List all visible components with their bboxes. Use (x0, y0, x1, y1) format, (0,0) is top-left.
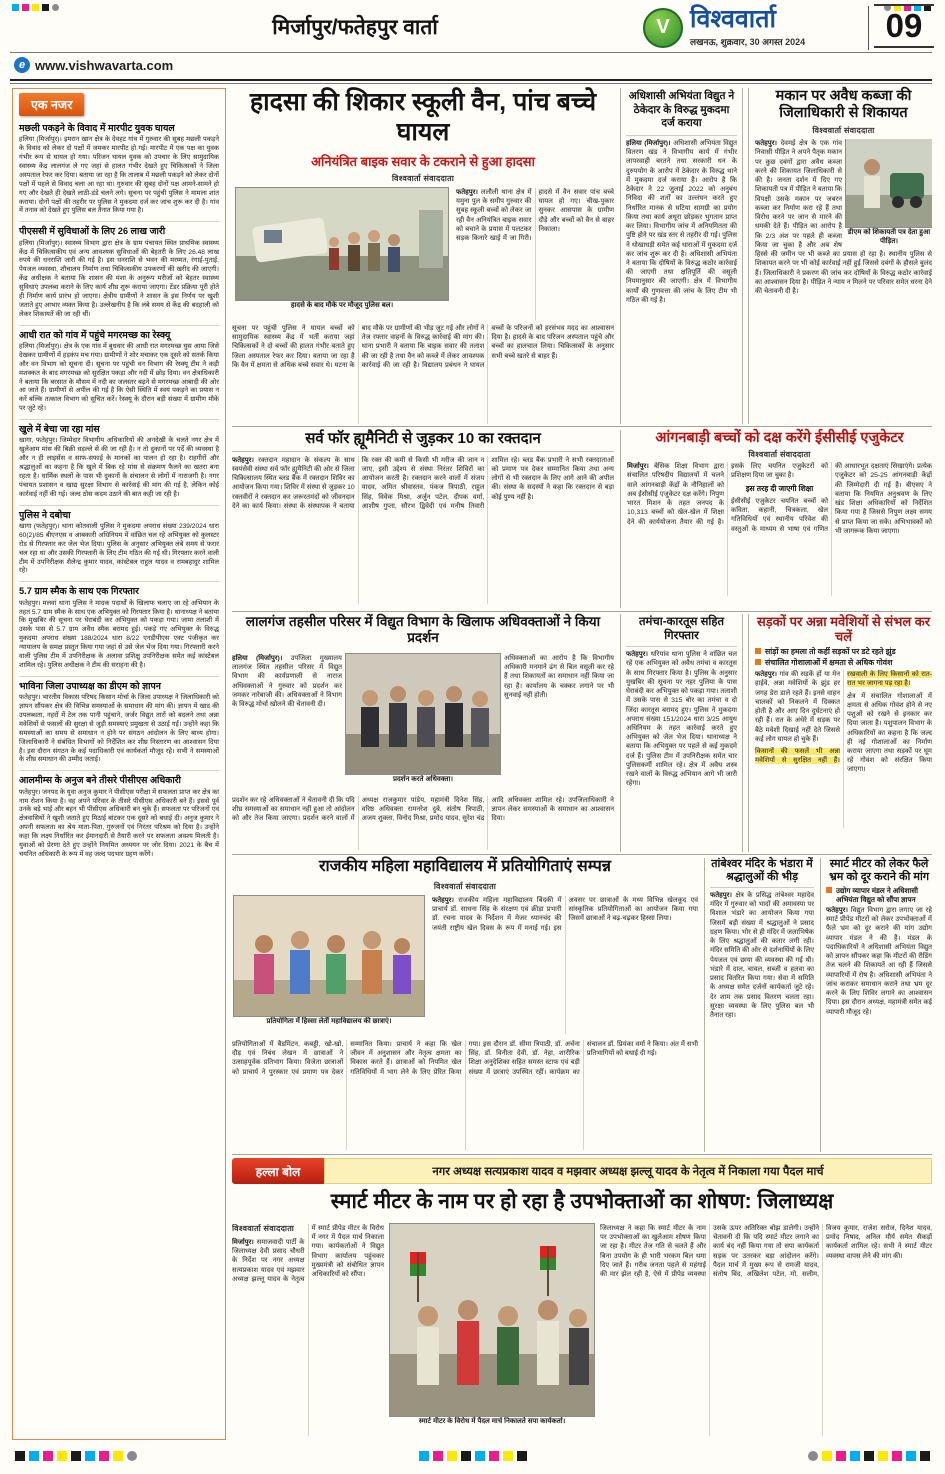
article-body (755, 139, 932, 419)
halla-bol-text: नगर अध्यक्ष सत्यप्रकाश यादव व मझवार अध्यक्ष झल्लू यादव के नेतृत्व में निकाला गया पैदल मार्च (324, 1158, 932, 1184)
article-body (626, 650, 737, 850)
article-subtitle: अनियंत्रित बाइक सवार के टकराने से हुआ हादसा (311, 154, 535, 169)
article-body (504, 654, 614, 792)
article-text: अधिशासी अभियंता विद्युत वितरण खंड ने विभागीय कार्य में गंभीर लापरवाही बरतने तथा सरकारी धन के दुरुपयोग के आरोप में ठेकेदार के विरुद्ध थाने में मुकदमा दर्ज कराया है। आरोप है कि ठेकेदार ने 22 जुलाई 2022 को अनुबंध निविदा की शर्तों का उल्लंघन करते हुए निर्धारित मानक से घटिया सामग्री का प्रयोग किया तथा कार्य अधूरा छोड़कर भुगतान प्राप्त कर लिया। विभागीय जांच में अनियमितता की पुष्टि होने पर खंड स्तर से तहरीर दी गई। पुलिस ने धोखाधड़ी समेत कई धाराओं में मुकदमा दर्ज कर जांच शुरू कर दी है। अधिशासी अभियंता ने बताया कि दोषियों के विरुद्ध कठोर कार्रवाई की जाएगी तथा क्षतिपूर्ति की वसूली नियमानुसार की जाएगी। क्षेत्र में विभागीय कार्यों की गुणवत्ता की जांच के लिए टीम भी गठित की गई है। (626, 139, 737, 304)
dateline: फतेहपुर। (755, 671, 777, 679)
news-brief (19, 326, 219, 420)
logo-letter: V (656, 16, 670, 38)
photo-caption: प्रतियोगिता में हिस्सा लेतीं महाविद्यालय की छात्राएं। (266, 1018, 392, 1025)
article-meter-exploitation (232, 1190, 932, 1440)
article-headline: तमंचा-कारतूस सहित गिरफ्तार (626, 614, 737, 647)
article-college (232, 858, 698, 1152)
web-logo: e (14, 57, 30, 73)
separator (232, 426, 932, 427)
byline: विश्ववार्ता संवाददाता (748, 450, 811, 460)
masthead-rule-thin (10, 83, 932, 84)
dateline: फतेहपुर। (432, 897, 454, 904)
page-number: 09 (885, 7, 923, 44)
section-title: मिर्जापुर/फतेहपुर वार्ता (272, 16, 438, 39)
article-headline: अधिशासी अभियंता विद्युत ने ठेकेदार के विरुद्ध मुकदमा दर्ज कराया (626, 88, 737, 136)
article-headline: हादसा की शिकार स्कूली वैन, पांच बच्चे घायल (249, 88, 597, 146)
article-body (232, 324, 614, 424)
bullet-point (826, 886, 932, 904)
print-color-bar (15, 1450, 930, 1461)
byline: विश्ववार्ता संवाददाता (232, 1224, 295, 1233)
article-text: प्रतियोगिताओं में बैडमिंटन, कबड्डी, खो-खो, दौड़ एवं निबंध लेखन में छात्राओं ने उत्साहपूर्वक प्रतिभाग किया। विजेता छात्राओं को प्राचार्य ने पुरस्कार एवं प्रमाण पत्र देकर सम्मानित किया। प्राचार्य ने कहा कि खेल जीवन में अनुशासन और नेतृत्व क्षमता का विकास करते हैं। छात्राओं को नियमित खेल गतिविधियों में भाग लेने के लिए प्रेरित किया गया। इस दौरान डॉ. सीमा त्रिपाठी, डॉ. अर्चना सिंह, डॉ. विनीता देवी, डॉ. नेहा, शारीरिक शिक्षा अनुदेशिका सहित समस्त स्टाफ एवं बड़ी संख्या में छात्राएं उपस्थित रहीं। कार्यक्रम का संचालन डॉ. प्रियंका वर्मा ने किया। अंत में सभी प्रतिभागियों को बधाई दी गई। (232, 1041, 698, 1076)
separator (232, 611, 932, 612)
news-brief (19, 771, 219, 864)
bullet-point (755, 658, 932, 668)
article-lalganj-protest (232, 614, 614, 852)
accident-photo (236, 188, 448, 300)
article-blood-donation (232, 430, 614, 608)
dateline: फतेहपुर। (232, 456, 254, 464)
ek-nazar-column (12, 88, 226, 1440)
article-text: अधिवक्ताओं का आरोप है कि विभागीय अधिकारी मनमाने ढंग से बिल वसूली कर रहे हैं तथा शिकायतों का समाधान नहीं किया जा रहा है। कार्यालय के चक्कर लगाने पर भी सुनवाई नहीं होती। (504, 655, 614, 699)
article-text: समाजवादी पार्टी के जिलाध्यक्ष देवी प्रसाद चौधरी के निर्देश पर नगर अध्यक्ष सत्यप्रकाश यादव एवं मझवार अध्यक्ष झल्लू यादव के नेतृत्व में स्मार्ट प्रीपेड मीटर के विरोध में नगर में पैदल मार्च निकाला गया। कार्यकर्ताओं ने विद्युत विभाग कार्यालय पहुंचकर मुख्यमंत्री को संबोधित ज्ञापन अधिकारियों को सौंपा। (232, 1225, 384, 1283)
byline: विश्ववार्ता संवाददाता (433, 882, 497, 891)
print-marks-top-left (12, 4, 59, 11)
brief-title: खुले में बेचा जा रहा मांस (19, 424, 100, 435)
brief-body: फतेहपुर। जनपद के युवा अनुज कुमार ने पीसीएस परीक्षा में सफलता प्राप्त कर क्षेत्र का नाम रोशन किया है। वह अपने परिवार के तीसरे पीसीएस अधिकारी बने हैं। इससे पूर्व उनके बड़े भाई और बहन भी पीसीएस अधिकारी बन चुके हैं। सफलता पर परिजनों एवं क्षेत्रवासियों ने खुशी जताते हुए मिठाई बांटकर एक दूसरे को बधाई दी। अनुज कुमार ने अपनी सफलता का श्रेय माता-पिता, गुरुजनों एवं निरंतर परिश्रम को दिया है। उन्होंने कहा कि लक्ष्य निर्धारित कर ईमानदारी से तैयारी करने पर सफलता अवश्य मिलती है। युवाओं को प्रेरणा देते हुए उन्होंने नियमित अध्ययन पर जोर दिया। 2021 के बैच में चयनित अधिकारी के रूप में वह जल्द पदभार ग्रहण करेंगे। (19, 788, 219, 858)
photo-caption: डीएम को शिकायती पत्र देता हुआ पीड़ित। (847, 229, 931, 245)
separator (232, 1154, 932, 1155)
article-meter-demand (820, 858, 932, 1152)
dateline: हलिया (मिर्जापुर)। (232, 655, 283, 662)
article-temple (704, 858, 814, 1152)
article-body (627, 462, 932, 596)
article-stray-cattle (748, 614, 932, 852)
paper-name: विश्ववार्ता (690, 5, 777, 33)
website-url: www.vishwavarta.com (35, 57, 174, 73)
brief-title: भाविना जिला उपाध्यक्ष का डीएम को ज्ञापन (19, 680, 161, 691)
news-brief (19, 506, 219, 583)
page-number-box (874, 4, 934, 48)
article-complaint (748, 88, 932, 424)
brief-body: खागा (फतेहपुर)। थाना कोतवाली पुलिस ने मुकदमा अपराध संख्या 239/2024 धारा 60(2)/85 बीएनएस व आबकारी अधिनियम में वांछित चल रहे अभियुक्त को कुलस्टर रोड से गिरफ्तार कर जेल भेज दिया। पुलिस के अनुसार अभियुक्त लंबे समय से फरार चल रहा था और उसकी गिरफ्तारी के लिए टीम गठित की गई थी। गिरफ्तार करने वाली टीम में उपनिरीक्षक शैलेन्द्र कुमार यादव, कांस्टेबल राहुल यादव व रामबहादुर शामिल रहे। (19, 523, 219, 575)
article-body (456, 188, 614, 320)
article-anganwadi (620, 430, 932, 608)
article-text: थरियांव थाना पुलिस ने वांछित चल रहे एक अभियुक्त को अवैध तमंचा व कारतूस के साथ गिरफ्तार किया है। पुलिस के अनुसार मुखबिर की सूचना पर नहर पुलिया के पास घेराबंदी कर अभियुक्त को पकड़ा गया। तलाशी में उसके पास से 315 बोर का तमंचा व दो जिंदा कारतूस बरामद हुए। पुलिस ने मुकदमा अपराध संख्या 151/2024 धारा 3/25 आयुध अधिनियम के तहत कार्रवाई करते हुए अभियुक्त को जेल भेज दिया। थानाध्यक्ष ने बताया कि अभियुक्त पर पहले से कई मुकदमे दर्ज हैं। पुलिस टीम में उपनिरीक्षक समेत चार पुलिसकर्मी शामिल रहे। क्षेत्र में अवैध शस्त्र रखने वालों के विरुद्ध अभियान आगे भी जारी रहेगा। (626, 651, 737, 788)
article-text: बेसिक शिक्षा विभाग द्वारा संचालित परिषदीय विद्यालयों में चलने वाले आंगनबाड़ी केंद्रों के नौनिहालों को अब ईसीसीई एजुकेटर दक्ष करेंगे। निपुण भारत मिशन के तहत जनपद के 10,313 बच्चों को खेल-खेल में शिक्षा देने की कार्ययोजना तैयार की गई है। इसके लिए चयनित एजुकेटरों को प्रशिक्षण दिया जा चुका है। (627, 463, 828, 526)
edition-line: लखनऊ, शुक्रवार, 30 अगस्त 2024 (690, 37, 806, 47)
brief-body: हलिया (मिर्जापुर)। स्वास्थ्य विभाग द्वारा क्षेत्र के ग्राम पंचायत स्थित प्राथमिक स्वास्थ्य केंद्र में चिकित्सकीय एवं अन्य आवश्यक सुविधाओं की बेहतरी के लिए 26.48 लाख रुपये की धनराशि जारी की गई है। इस धनराशि से भवन की मरम्मत, रंगाई-पुताई, पेयजल व्यवस्था, शौचालय निर्माण तथा चिकित्सकीय उपकरणों की खरीद की जाएगी। केंद्र अधीक्षक ने बताया कि शासन की मंशा के अनुरूप मरीजों को बेहतर स्वास्थ्य सुविधाएं उपलब्ध कराने के लिए कार्य शीघ्र शुरू कराया जाएगा। टेंडर प्रक्रिया पूरी होते ही निर्माण कार्य प्रारंभ हो जाएगा। क्षेत्रीय ग्रामीणों ने शासन के इस निर्णय पर खुशी जताते हुए आभार व्यक्त किया है। उल्लेखनीय है कि लंबे समय से केंद्र की बदहाली को लेकर शिकायतें की जा रही थीं। (19, 239, 219, 318)
byline: विश्ववार्ता संवाददाता (812, 126, 875, 136)
news-brief (19, 119, 219, 222)
news-brief (19, 222, 219, 325)
news-brief (19, 420, 219, 506)
article-headline: राजकीय महिला महाविद्यालय में प्रतियोगिताएं सम्पन्न (318, 858, 612, 875)
article-accident (232, 88, 614, 424)
article-headline: सड़कों पर अन्ना मवेशियों से संभल कर चलें (756, 614, 931, 645)
dateline: फतेहपुर। (456, 189, 478, 196)
highlighted-text: किसानों की फसलें भी अन्ना मवेशियों से सुरक्षित नहीं हैं। रखवाली के लिए किसानों को रात-रात भर जागना पड़ रहा है। (755, 671, 932, 765)
article-text: उपजिला मुख्यालय लालगंज स्थित तहसील परिसर में विद्युत विभाग की कार्यप्रणाली से नाराज अधिवक्ताओं ने गुरुवार को प्रदर्शन कर जमकर नारेबाजी की। अधिवक्ताओं ने विभाग के विरुद्ध मोर्चा खोलने की चेतावनी दी। (232, 655, 342, 709)
article-text: क्षेत्र के प्रसिद्ध तांबेश्वर महादेव मंदिर में गुरुवार को भादों की अमावस्या पर विशाल भंडारे का आयोजन किया गया जिसमें बड़ी संख्या में श्रद्धालुओं ने प्रसाद ग्रहण किया। भोर से ही मंदिर में जलाभिषेक के लिए श्रद्धालुओं की कतार लगी रही। मंदिर समिति की ओर से दर्शनार्थियों के लिए पेयजल एवं छाया की व्यवस्था की गई थी। भंडारे में दाल, चावल, सब्जी व हलवा का प्रसाद वितरित किया गया। सेवा में समिति के अध्यक्ष समेत दर्जनों कार्यकर्ता जुटे रहे। देर शाम तक प्रसाद वितरण चलता रहा। सुरक्षा व्यवस्था के लिए पुलिस बल भी तैनात रहा। (710, 891, 814, 1019)
article-text: सूचना पर पहुंची पुलिस ने घायल बच्चों को सामुदायिक स्वास्थ्य केंद्र में भर्ती कराया जहां चिकित्सकों ने दो बच्चों की हालत गंभीर बताते हुए जिला अस्पताल रेफर कर दिया। बताया जा रहा है कि वैन में क्षमता से अधिक बच्चे सवार थे। घटना के बाद मौके पर ग्रामीणों की भीड़ जुट गई और लोगों ने तेज रफ्तार वाहनों के विरुद्ध कार्रवाई की मांग की। थाना प्रभारी ने बताया कि बाइक सवार की तलाश की जा रही है तथा वैन को कब्जे में लेकर आवश्यक कार्रवाई की जा रही है। विद्यालय प्रबंधन ने घायल बच्चों के परिजनों को हरसंभव मदद का आश्वासन दिया है। हादसे के बाद परिजन अस्पताल पहुंचे और बच्चों का हालचाल लिया। चिकित्सकों के अनुसार सभी बच्चे खतरे से बाहर हैं। (232, 325, 614, 369)
article-text: गांव की सड़कें हों या मेन हाईवे, अन्ना मवेशियों के झुंड हर जगह डेरा डाले रहते हैं। इनसे वाहन चालकों को निकलने में दिक्कत होती है और आए दिन दुर्घटनाएं हो रही हैं। रात के अंधेरे में सड़क पर बैठे मवेशी दिखाई नहीं देते जिससे कई लोग घायल हो चुके हैं। (755, 671, 840, 743)
college-photo (234, 896, 424, 1016)
halla-bol-label: हल्ला बोल (232, 1158, 324, 1184)
masthead-rule (10, 52, 932, 53)
article-headline: स्मार्ट मीटर को लेकर फैले भ्रम को दूर कराने की मांग (828, 858, 930, 883)
article-body (232, 1040, 698, 1150)
halla-bol-banner (232, 1158, 932, 1184)
protest-figure (346, 654, 500, 792)
article-body (232, 456, 614, 604)
article-headline: मकान पर अवैध कब्जा की जिलाधिकारी से शिकायत (775, 88, 912, 122)
website-row (14, 57, 173, 73)
complaint-figure (846, 139, 932, 245)
article-text: क्षेत्र में संचालित गोशालाओं में क्षमता से अधिक गोवंश होने से नए पशुओं को रखने से इनकार कर दिया जाता है। पशुपालन विभाग के अधिकारियों का कहना है कि जल्द ही नई गोशालाओं का निर्माण कराया जाएगा तथा सड़कों पर घूम रहे गोवंश को संरक्षित किया जाएगा। (847, 692, 932, 774)
vishwavarta-logo (643, 8, 683, 48)
brand-block (643, 7, 805, 48)
bullet-point (755, 647, 932, 657)
article-text: ललौली थाना क्षेत्र में यमुना पुल के समीप गुरुवार की सुबह स्कूली बच्चों को लेकर जा रही वैन अनियंत्रित बाइक सवार को बचाने के प्रयास में पलटकर सड़क किनारे खाई में जा गिरी। हादसे में वैन सवार पांच बच्चे घायल हो गए। चीख-पुकार सुनकर आसपास के ग्रामीण दौड़े और बच्चों को वैन से बाहर निकाला। (456, 189, 614, 243)
brief-title: आलमीम्स के अनुज बने तीसरे पीसीएस अधिकारी (19, 775, 181, 786)
news-brief (19, 677, 219, 771)
article-text: राजकीय महिला महाविद्यालय बिंदकी में प्राचार्य डॉ. साधना सिंह के संरक्षण एवं क्रीड़ा प्रभारी डॉ. रचना यादव के निर्देशन में मेजर ध्यानचंद की जयंती राष्ट्रीय खेल दिवस के रूप में मनाई गई। इस अवसर पर छात्राओं के मध्य विभिन्न खेलकूद एवं सांस्कृतिक प्रतियोगिताओं का आयोजन किया गया जिसमें छात्राओं ने बढ़-चढ़कर हिस्सा लिया। (432, 897, 698, 932)
college-figure (234, 896, 424, 1034)
article-body (232, 796, 614, 850)
march-photo (390, 1224, 594, 1416)
complaint-photo (846, 139, 932, 227)
dateline: फतेहपुर। (626, 651, 648, 659)
article-headline: आंगनबाड़ी बच्चों को दक्ष करेंगे ईसीसीई एजुकेटर (655, 430, 904, 446)
bullet-icon (826, 887, 832, 893)
brief-body: खागा, फतेहपुर। जिम्मेदार विभागीय अधिकारियों की अनदेखी के चलते नगर क्षेत्र में खुलेआम मांस की बिक्री धड़ल्ले से की जा रही है। न तो दुकानों पर पर्दे की व्यवस्था है और न ही लाइसेंस व साफ-सफाई के मानकों का पालन हो रहा है। राहगीरों और श्रद्धालुओं का कहना है कि खुले में बिक रहे मांस से संक्रमण फैलने का खतरा बना रहता है। धार्मिक स्थलों के पास भी दुकानों के संचालन से लोगों में नाराजगी है। नगर पंचायत प्रशासन व खाद्य सुरक्षा विभाग से कार्रवाई की मांग की गई है, लेकिन कोई कार्रवाई नहीं की गई। जल्द ठोस कदम उठाने की बात कही जा रही है। (19, 437, 219, 498)
march-figure (390, 1224, 594, 1436)
bullet-text: उद्योग व्यापार मंडल ने अधिशासी अभियंता विद्युत को सौंपा ज्ञापन (836, 885, 918, 904)
article-engineer-fir (620, 88, 743, 424)
article-text: विद्युत विभाग द्वारा लगाए जा रहे स्मार्ट प्रीपेड मीटरों को लेकर उपभोक्ताओं में फैले भ्रम को दूर कराने की मांग उद्योग व्यापार मंडल ने की है। मंडल के पदाधिकारियों ने अधिशासी अभियंता विद्युत को ज्ञापन सौंपकर कहा कि मीटरों की रीडिंग तेज चलने की शिकायतें आ रही हैं जिससे व्यापारियों में रोष है। अधिशासी अभियंता ने जांच कराकर समाधान कराने तथा भ्रम दूर करने के लिए शिविर लगाने का आश्वासन दिया। इस दौरान अध्यक्ष, महामंत्री समेत कई व्यापारी मौजूद रहे। (826, 906, 932, 1016)
bullet-text: सांड़ों का हमला तो कहीं सड़कों पर डटे रहते झुंड (765, 646, 896, 656)
accident-figure (236, 188, 448, 318)
inline-subhead: इस तरह दी जाएगी शिक्षा (745, 483, 814, 493)
brief-title: पीएससी में सुविधाओं के लिए 26 लाख जारी (19, 226, 166, 237)
brief-body: हलिया (मिर्जापुर)। क्षेत्र के एक गांव में बुधवार की आधी रात मगरमच्छ घुस आया जिसे देखकर ग्रामीणों में हड़कंप मच गया। ग्रामीणों ने शोर मचाकर एक दूसरे को सतर्क किया और वन विभाग को सूचना दी। सूचना पर पहुंची वन विभाग की रेस्क्यू टीम ने कड़ी मशक्कत के बाद मगरमच्छ को सुरक्षित पकड़ा और नदी में छोड़ दिया। वन क्षेत्राधिकारी ने बताया कि बरसात के मौसम में नदी का जलस्तर बढ़ने से मगरमच्छ आबादी की ओर आ जाते हैं। ग्रामीणों से अपील की गई है कि ऐसी स्थिति में स्वयं पकड़ने का प्रयास न करें बल्कि तत्काल विभाग को सूचित करें। रेस्क्यू के दौरान बड़ी संख्या में ग्रामीण मौके पर जुटे रहे। (19, 343, 219, 413)
article-body (626, 139, 737, 407)
dateline: मिर्जापुर। (627, 463, 649, 471)
separator (232, 854, 932, 855)
article-body (232, 1224, 384, 1436)
dateline: फतेहपुर। (826, 906, 848, 914)
photo-caption: स्मार्ट मीटर के विरोध में पैदल मार्च निकालते सपा कार्यकर्ता। (418, 1418, 566, 1425)
ek-nazar-header: एक नजर (19, 93, 84, 116)
dateline: हलिया (मिर्जापुर)। (626, 139, 671, 147)
brief-title: 5.7 ग्राम स्मैक के साथ एक गिरफ्तार (19, 586, 139, 597)
dateline: मिर्जापुर। (232, 1238, 254, 1246)
brief-body: फतेहपुर। मलवां थाना पुलिस ने मादक पदार्थों के खिलाफ चलाए जा रहे अभियान के तहत 5.7 ग्राम स्मैक के साथ एक अभियुक्त को गिरफ्तार किया है। थानाध्यक्ष ने बताया कि मुखबिर की सूचना पर घेराबंदी कर अभियुक्त को पकड़ा गया। जामा तलाशी में उसके पास से 5.7 ग्राम अवैध स्मैक बरामद हुई। पकड़े गए अभियुक्त के विरुद्ध मुकदमा अपराध संख्या 188/2024 धारा 8/22 एनडीपीएस एक्ट पंजीकृत कर न्यायालय के समक्ष प्रस्तुत किया गया जहां से उसे जेल भेज दिया गया। गिरफ्तारी करने वाली पुलिस टीम में उपनिरीक्षक के अलावा प्रशिक्षु उपनिरीक्षक समेत कई कांस्टेबल शामिल रहे। पुलिस अधीक्षक ने टीम की सराहना की है। (19, 599, 219, 669)
article-body (710, 891, 814, 1131)
masthead-rule-thick (10, 79, 932, 81)
article-body (826, 906, 932, 1106)
article-headline: स्मार्ट मीटर के नाम पर हो रहा है उपभोक्ताओं का शोषण: जिलाध्यक्ष (330, 1190, 834, 1213)
article-text: प्रदर्शन कर रहे अधिवक्ताओं ने चेतावनी दी कि यदि शीघ्र समस्याओं का समाधान नहीं हुआ तो आंदोलन को और तेज किया जाएगा। प्रदर्शन करने वालों में अध्यक्ष राजकुमार पांडेय, महामंत्री दिनेश सिंह, वरिष्ठ अधिवक्ता रामनरेश दुबे, संतोष त्रिपाठी, अजय शुक्ला, विनोद मिश्रा, प्रमोद यादव, सुरेश चंद्र आदि अधिवक्ता शामिल रहे। उपजिलाधिकारी ने ज्ञापन लेकर समस्याओं के समाधान का आश्वासन दिया। (232, 797, 614, 823)
news-brief (19, 582, 219, 676)
brief-title: मछली पकड़ने के विवाद में मारपीट युवक घायल (19, 123, 175, 133)
byline: विश्ववार्ता संवाददाता (391, 174, 455, 183)
article-body (755, 670, 932, 828)
photo-caption: प्रदर्शन करते अधिवक्ता। (392, 776, 454, 783)
article-text: ईसीसीई एजुकेटर चयनित बच्चों को कविता, कहानी, चित्रकला, खेल गतिविधियों एवं स्थानीय परिवेश की वस्तुओं के माध्यम से भाषा एवं गणित की आधारभूत दक्षताएं सिखाएंगे। प्रत्येक एजुकेटर को 25-25 आंगनबाड़ी केंद्रों की जिम्मेदारी दी गई है। बीएसए ने बताया कि नियमित अनुश्रवण के लिए खंड शिक्षा अधिकारियों को निर्देशित किया गया है जिससे निपुण लक्ष्य समय से प्राप्त किया जा सके। अभिभावकों को भी जागरूक किया जाएगा। (731, 463, 932, 535)
masthead-divider (868, 6, 869, 50)
dateline: फतेहपुर। (755, 140, 777, 148)
article-body (600, 1224, 932, 1436)
photo-caption: हादसे के बाद मौके पर मौजूद पुलिस बल। (290, 302, 394, 309)
brief-body: हलिया (मिर्जापुर)। इमरान खान क्षेत्र के देवहट गांव में गुरुवार की सुबह मछली पकड़ने के विवाद को लेकर दो पक्षों में जमकर मारपीट हो गई। मारपीट में एक पक्ष का युवक गंभीर रूप से घायल हो गया। परिजन घायल युवक को उपचार के लिए सामुदायिक स्वास्थ्य केंद्र लालगंज ले गए जहां से हालत गंभीर देखते हुए चिकित्सकों ने जिला अस्पताल रेफर कर दिया। बताया जा रहा है कि तालाब में मछली पकड़ने को लेकर दोनों पक्षों में पहले से विवाद चला आ रहा था। गुरुवार की सुबह दोनों पक्ष आमने-सामने हो गए और देखते ही देखते लाठी-डंडे चलने लगे। सूचना पर पहुंची पुलिस ने मामला शांत कराया। दोनों पक्षों की तहरीर पर पुलिस ने मुकदमा दर्ज कर जांच शुरू कर दी है। गांव में तनाव को देखते हुए पुलिस बल तैनात किया गया है। (19, 136, 219, 215)
brief-title: आधी रात को गांव में पहुंचे मगरमच्छ का रेस्क्यू (19, 329, 171, 340)
article-headline: लालगंज तहसील परिसर में विद्युत विभाग के खिलाफ अधिवक्ताओं ने किया प्रदर्शन (245, 614, 601, 645)
bullet-text: संचालित गोशालाओं में क्षमता से अधिक गोवंश (765, 658, 893, 668)
article-headline: सर्व फॉर ह्यूमैनिटी से जुड़कर 10 का रक्तदान (232, 430, 614, 452)
bullet-icon (755, 659, 761, 665)
article-text: रक्तदान महादान के संकल्प के साथ स्वयंसेवी संस्था सर्व फॉर ह्यूमैनिटी की ओर से जिला चिकित्सालय स्थित ब्लड बैंक में रक्तदान शिविर का आयोजन किया गया। शिविर में संस्था से जुड़कर 10 रक्तवीरों ने रक्तदान कर जरूरतमंदों को जीवनदान देने का कार्य किया। संस्था के संस्थापक ने बताया कि रक्त की कमी से किसी भी मरीज की जान न जाए, इसी उद्देश्य से संस्था निरंतर शिविरों का आयोजन करती है। रक्तदान करने वालों में संजय यादव, अमित श्रीवास्तव, पंकज त्रिपाठी, राहुल सिंह, विवेक मिश्रा, अर्जुन पटेल, दीपक वर्मा, आशीष गुप्ता, सौरभ द्विवेदी एवं मनीष तिवारी शामिल रहे। ब्लड बैंक प्रभारी ने सभी रक्तदाताओं को प्रमाण पत्र देकर सम्मानित किया तथा अन्य लोगों से भी रक्तदान के लिए आगे आने की अपील की। संस्था के सदस्यों ने कहा कि रक्तदान से बड़ा कोई पुण्य नहीं है। (232, 456, 614, 510)
dateline: फतेहपुर। (710, 891, 732, 899)
article-tamancha (620, 614, 743, 852)
article-headline: तांबेश्वर मंदिर के भंडारा में श्रद्धालुओं की भीड़ (710, 858, 814, 888)
article-body (432, 896, 698, 1034)
protest-photo (346, 654, 500, 774)
article-body (232, 654, 342, 792)
bullet-icon (755, 648, 761, 654)
article-text: देवमई क्षेत्र के एक गांव निवासी पीड़ित ने अपने पैतृक मकान पर कुछ दबंगों द्वारा अवैध कब्जा करने की शिकायत जिलाधिकारी से की है। जनता दर्शन में दिए गए शिकायती पत्र में पीड़ित ने बताया कि विपक्षी उसके मकान पर जबरन कब्जा कर निर्माण करा रहे हैं तथा विरोध करने पर जान से मारने की धमकी देते हैं। पीड़ित का आरोप है कि 2/3 अंश पर पहले ही कब्जा किया जा चुका है और अब शेष हिस्से की जमीन पर भी कब्जे का प्रयास हो रहा है। स्थानीय पुलिस से शिकायत करने पर भी कोई कार्रवाई नहीं हुई जिससे दबंगों के हौसले बुलंद हैं। जिलाधिकारी ने प्रकरण की जांच कर दोषियों के विरुद्ध कठोर कार्रवाई का आश्वासन दिया है। पीड़ित ने न्याय न मिलने पर परिवार समेत धरना देने की चेतावनी दी है। (755, 140, 932, 295)
article-text: जिलाध्यक्ष ने कहा कि स्मार्ट मीटर के नाम पर उपभोक्ताओं का खुलेआम शोषण किया जा रहा है। मीटर तेज गति से चलते हैं और बिना उपयोग के ही भारी भरकम बिल थमा दिए जाते हैं। गरीब जनता पहले से महंगाई की मार झेल रही है, ऐसे में प्रीपेड व्यवस्था उसके ऊपर अतिरिक्त बोझ डालेगी। उन्होंने चेतावनी दी कि यदि स्मार्ट मीटर लगाने का कार्य बंद नहीं किया गया तो सपा कार्यकर्ता सड़क पर उतरकर बड़ा आंदोलन करेंगे। पैदल मार्च में मुख्य रूप से रामजी यादव, संतोष बिंद, अखिलेश पटेल, मो. सलीम, विजय कुमार, राजेश सरोज, दिनेश यादव, प्रमोद निषाद, अनिल मौर्य समेत सैकड़ों कार्यकर्ता शामिल रहे। सभी ने स्मार्ट मीटर व्यवस्था वापस लेने की मांग की। (600, 1225, 932, 1279)
brief-body: फतेहपुर। भारतीय विकास परिषद किसान मोर्चा के जिला उपाध्यक्ष ने जिलाधिकारी को ज्ञापन सौंपकर क्षेत्र की विभिन्न समस्याओं के समाधान की मांग की। ज्ञापन में खाद की उपलब्धता, नहरों में टेल तक पानी पहुंचाने, जर्जर विद्युत तारों को बदलने तथा अन्ना मवेशियों से फसलों की सुरक्षा से जुड़ी समस्याएं प्रमुखता से उठाई गईं। उन्होंने कहा कि समस्याओं का समय से समाधान न होने पर संगठन आंदोलन के लिए बाध्य होगा। जिलाधिकारी ने संबंधित विभागों को निर्देशित कर शीघ्र निस्तारण का आश्वासन दिया है। इस दौरान संगठन के कई पदाधिकारी एवं कार्यकर्ता मौजूद रहे। सभी ने समस्याओं के शीघ्र समाधान की उम्मीद जताई। (19, 694, 219, 764)
brief-title: पुलिस ने दबोचा (19, 509, 71, 520)
